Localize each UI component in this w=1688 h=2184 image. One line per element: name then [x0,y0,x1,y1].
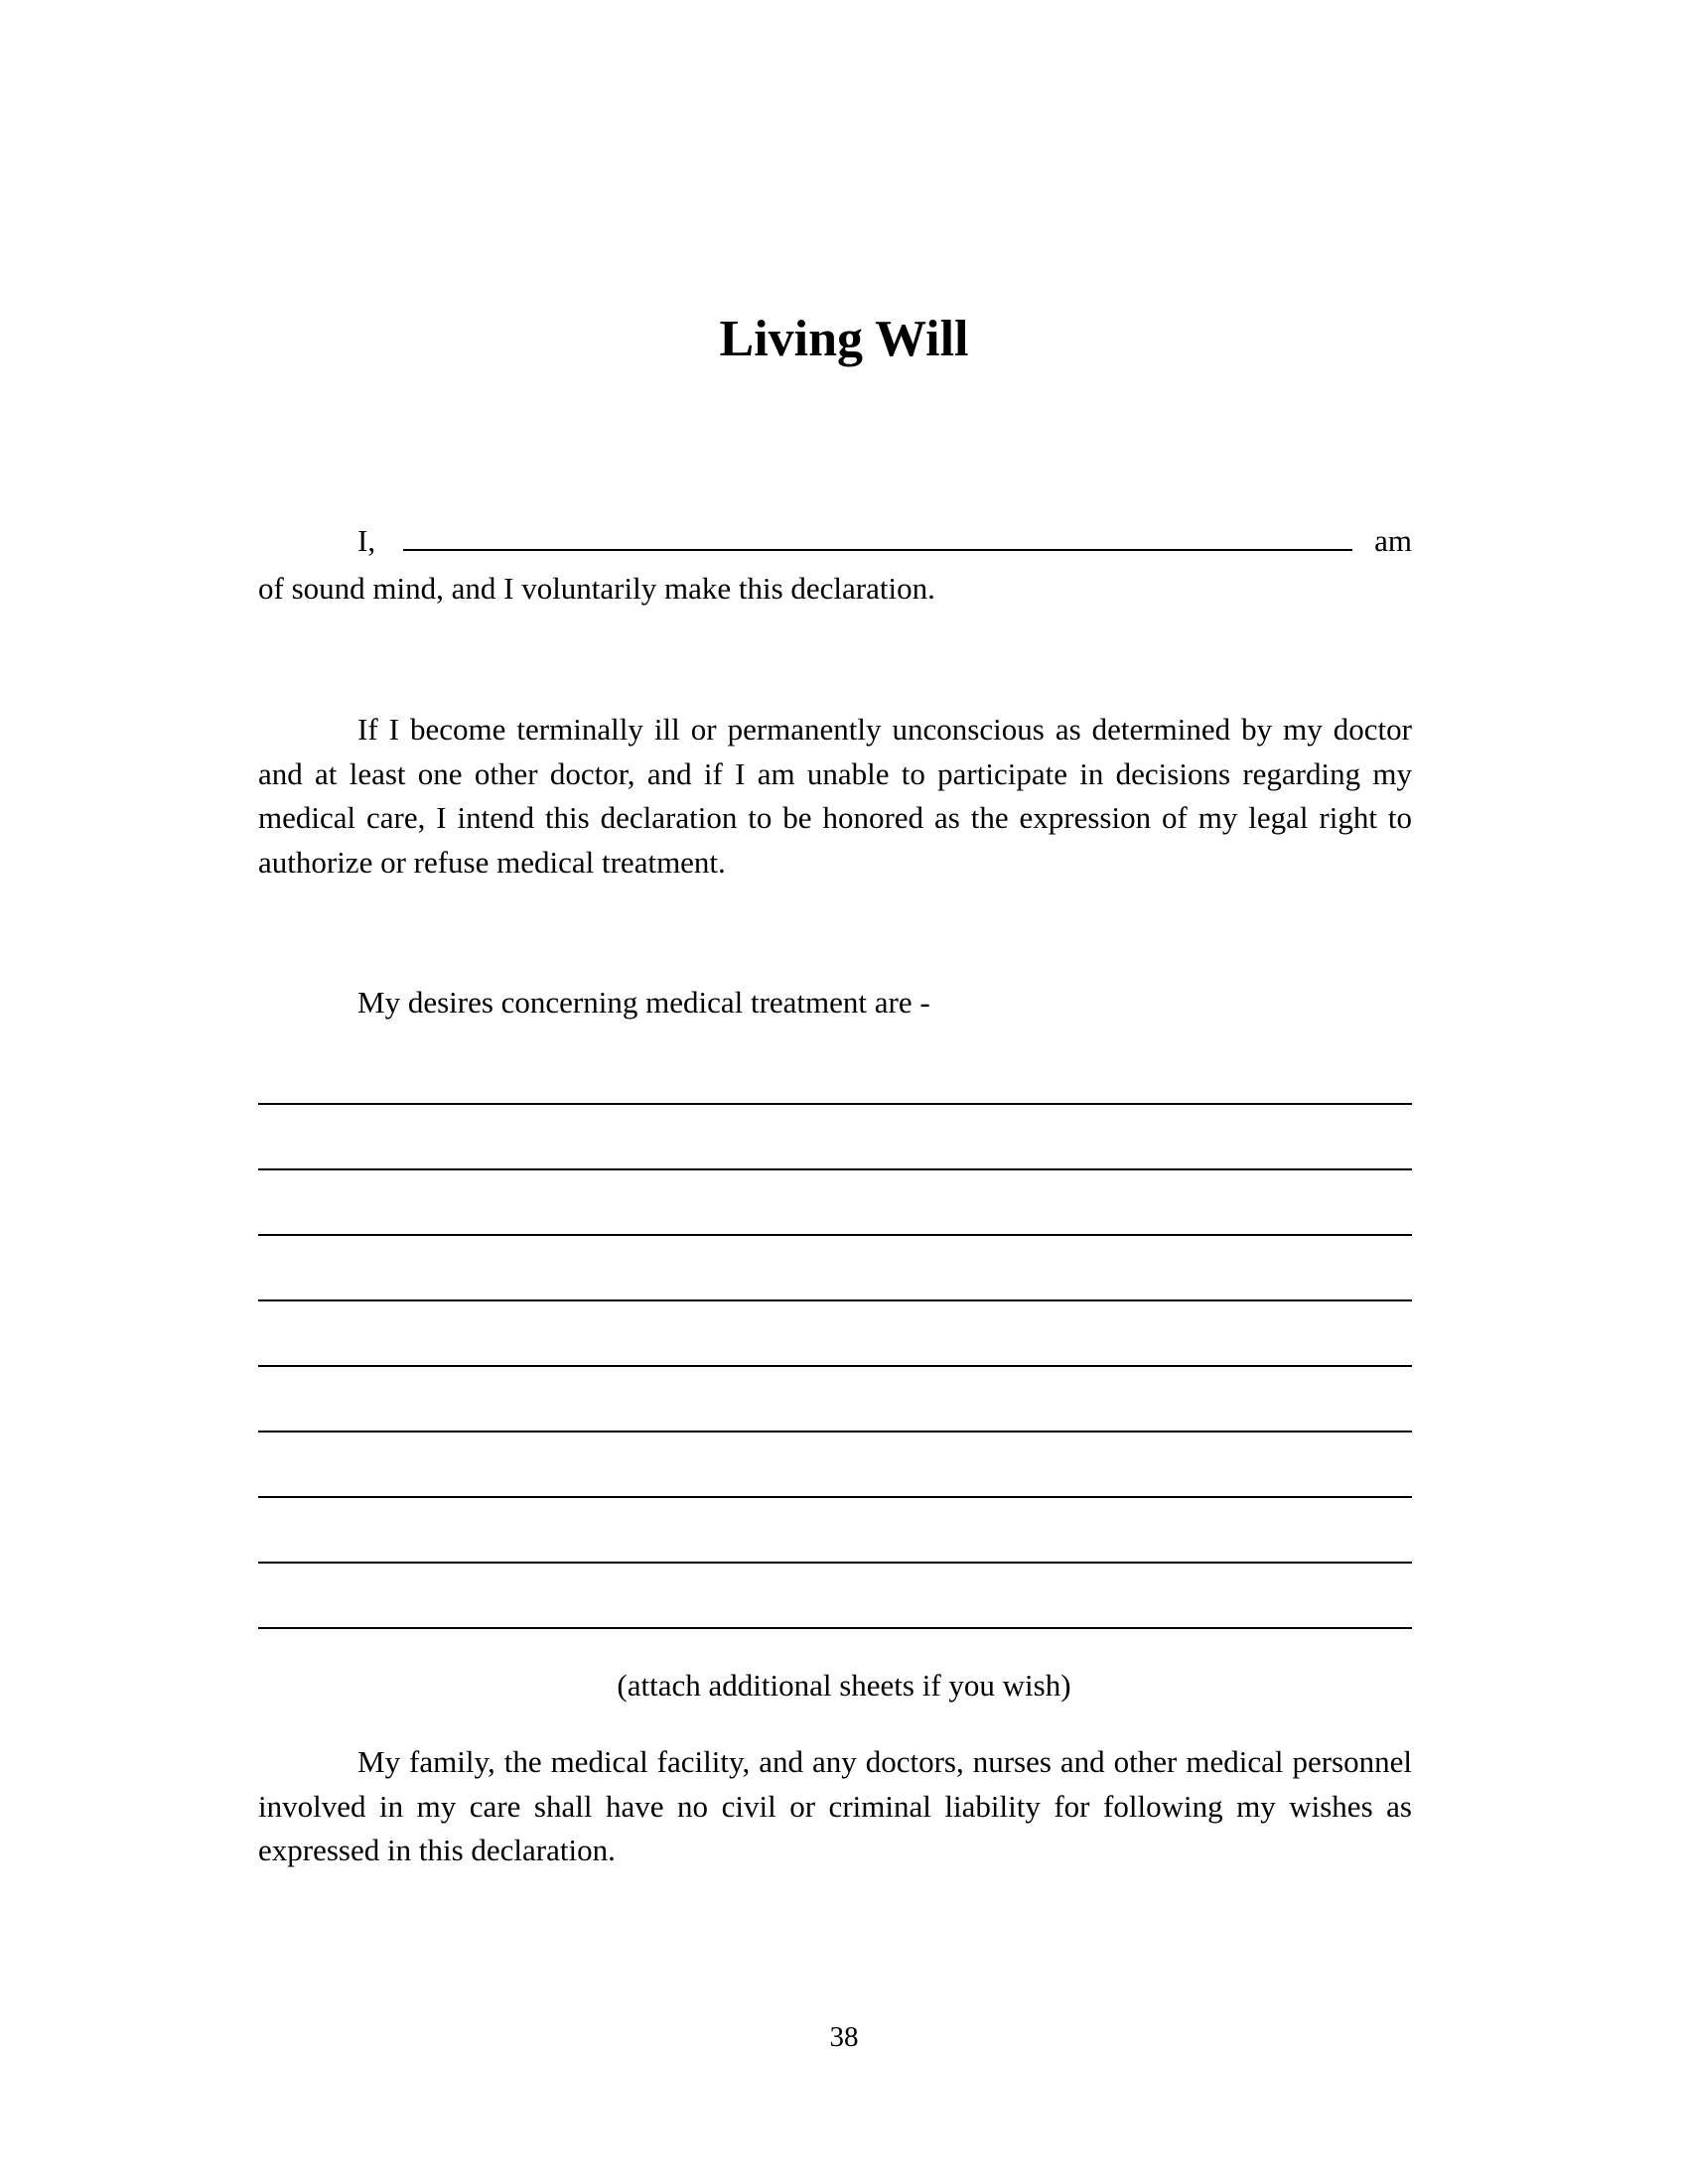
terminal-illness-paragraph: If I become terminally ill or permanently unconscious as determined by my doctor and at least one other doctor, and if I am unable to participate in decisions regarding my medical care, I intend this declaration to be honored as the expression of my legal right to authorize or refuse medical treatment. [258,712,1412,880]
blank-line[interactable] [258,1103,1412,1105]
blank-line[interactable] [258,1299,1412,1301]
document-title: Living Will [719,311,969,367]
blank-line[interactable] [258,1365,1412,1367]
declaration-continuation: of sound mind, and I voluntarily make this declaration. [258,571,935,606]
attach-note: (attach additional sheets if you wish) [617,1668,1071,1703]
declarant-name-field[interactable] [403,523,1352,551]
page-number: 38 [829,2021,859,2053]
blank-line[interactable] [258,1627,1412,1629]
desires-label: My desires concerning medical treatment are - [357,985,930,1020]
liability-paragraph: My family, the medical facility, and any doctors, nurses and other medical personnel involved in my care shall have no civil or criminal liability for following my wishes as expressed in this declaration. [258,1744,1412,1867]
declarant-name-line [258,523,1412,559]
blank-line[interactable] [258,1431,1412,1433]
blank-line[interactable] [258,1562,1412,1564]
blank-line[interactable] [258,1234,1412,1236]
declaration-suffix: am [1374,523,1412,558]
declaration-prefix: I, [357,523,376,558]
blank-line[interactable] [258,1496,1412,1498]
blank-line[interactable] [258,1168,1412,1170]
